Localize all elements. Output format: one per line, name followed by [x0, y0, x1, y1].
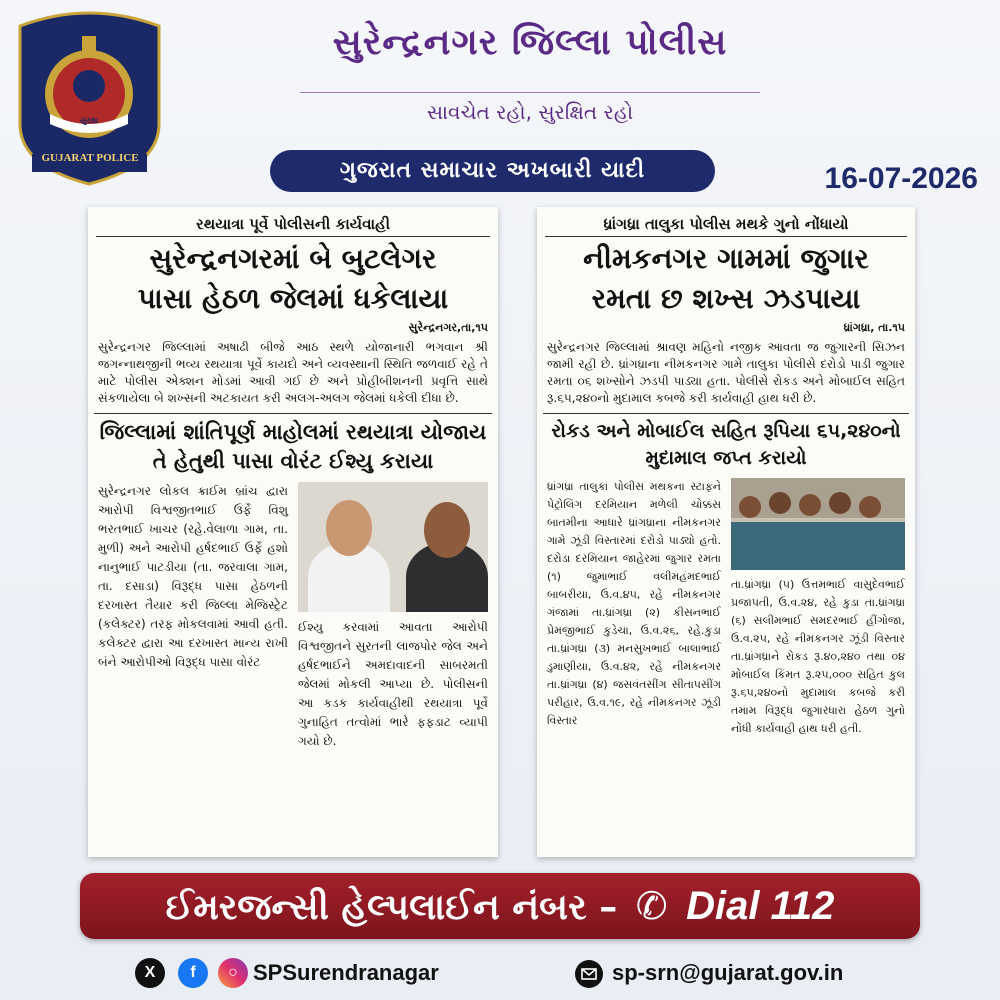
- article-right-headline-1: નીમકનગર ગામમાં જુગાર: [583, 242, 869, 275]
- helpline-label: ઈમરજન્સી હેલ્પલાઈન નંબર –: [165, 887, 618, 928]
- article-left-intro: સુરેન્દ્રનગર જિલ્લામાં અષાઢી બીજે આઠ સ્થળે યોજાનારી ભગવાન શ્રી જગન્નાથજીની ભવ્ય રથયાત્રા પૂર્વે કાયદો અને વ્યવસ્થાની સ્થિતિ જળવાઈ રહે તે માટે પોલીસ એક્શન મોડમાં આવી ગઈ છે અને પ્રોહીબીશનની પ્રવૃત્તિ સાથે સંકળાયેલા બે શખ્સની અટકાયત કરી અલગ-અલગ જેલમાં ધકેલી દીધા છે.: [98, 340, 488, 405]
- article-left-kicker: રથયાત્રા પૂર્વે પોલીસની કાર્યવાહી: [96, 215, 490, 237]
- article-left-headline-1: સુરેન્દ્રનગરમાં બે બુટલેગર: [149, 242, 437, 275]
- instagram-icon[interactable]: ○: [218, 958, 248, 988]
- article-left-subhead: જિલ્લામાં શાંતિપૂર્ણ માહોલમાં રથયાત્રા યોજાય તે હેતુથી પાસા વોરંટ ઈશ્યુ કરાયા: [94, 413, 492, 476]
- mail-icon: [575, 960, 603, 988]
- article-left-dateline: સુરેન્દ્રનગર,તા,૧૫: [408, 321, 488, 334]
- article-right-col-1: ધ્રાંગધ્રા તાલુકા પોલીસ મથકના સ્ટાફને પેટ્રોલિંગ દરમિયાન મળેલી ચોક્કસ બાતમીના આધારે ધ્રાંગધ્રાના નીમકનગર ગામે ઝૂંડી વિસ્તારમાં દરોડો પાડ્યો હતો. દરોડા દરમિયાન જાહેરમાં જુગાર રમતા (૧) જુમાભાઈ વલીમહંમદભાઈ બાબરીયા, ઉ.વ.૪૫, રહે નીમકનગર ગંજામાં તા.ધ્રાંગધ્રા (૨) કીસનભાઈ પ્રેમજીભાઈ કુડેચા, ઉ.વ.૨૬, રહે.કુડા તા.ધ્રાંગધ્રા (૩) મનસુખભાઈ બાલાભાઈ ડુમાણીયા, ઉ.વ.૪૨, રહે નીમકનગર તા.ધ્રાંગધ્રા (૪) જસવંતસીંગ સીતાપસીંગ પરીહાર, ઉ.વ.૧૯, રહે નીમકનગર ઝૂંડી વિસ્તાર: [547, 480, 721, 727]
- article-right-subhead: રોકડ અને મોબાઈલ સહિત રૂપિયા ૬૫,૨૪૦નો મુદામાલ જપ્ત કરાયો: [543, 413, 909, 472]
- facebook-icon[interactable]: f: [178, 958, 208, 988]
- dial-number: Dial 112: [686, 884, 835, 928]
- footer-contact: [0, 950, 1000, 996]
- accused-face-1: [326, 500, 372, 556]
- article-right-kicker: ધ્રાંગધ્રા તાલુકા પોલીસ મથકે ગુનો નોંધાયો: [545, 215, 907, 237]
- social-handle[interactable]: SPSurendranagar: [253, 960, 439, 985]
- article-right-columns: [547, 478, 905, 738]
- article-left-col-1: સુરેન્દ્રનગર લોકલ ક્રાઈમ બ્રાંચ દ્વારા આરોપી વિશ્વજીતભાઈ ઉર્ફે વિશુ ભરતભાઈ ખાચર (રહે.વેલાળા ગામ, તા. મુળી) અને આરોપી હર્ષદભાઈ ઉર્ફે હશો નાનુભાઈ પાટડીયા (તા. જરવાલા ગામ, તા. દસાડા) વિરૂદ્ધ પાસા હેઠળની દરખાસ્ત તૈયાર કરી જિલ્લા મેજિસ્ટ્રેટ (કલેક્ટર) તરફ મોકલવામાં આવી હતી. કલેક્ટર દ્વારા આ દરખાસ્ત માન્ય રાખી બંને આરોપીઓ વિરૂદ્ધ પાસા વોરંટ: [98, 484, 288, 669]
- article-right-col-2-wrap: [731, 478, 905, 738]
- article-left-headline-2: પાસા હેઠળ જેલમાં ધકેલાયા: [137, 282, 449, 315]
- article-right-dateline: ધ્રાંગધ્રા, તા.૧૫: [843, 321, 905, 334]
- tagline-divider: [300, 92, 760, 93]
- article-left-columns: [98, 482, 488, 751]
- article-right-intro: સુરેન્દ્રનગર જિલ્લામાં શ્રાવણ મહિનો નજીક આવતા જ જુગારની સિઝન જામી રહી છે. ધ્રાંગધ્રાના નીમકનગર ગામે તાલુકા પોલીસે દરોડો પાડી જુગાર રમતા ૦૬ શખ્સોને ઝડપી પાડ્યા હતા. પોલીસે રોકડ અને મોબાઈલ સહિત રૂ.૬૫,૨૪૦નો મુદામાલ કબજે કરી કાર્યવાહી હાથ ધરી છે.: [547, 340, 905, 405]
- release-date: 16-07-2026: [824, 162, 978, 195]
- badge-motto: [36, 116, 144, 126]
- x-icon[interactable]: X: [135, 958, 165, 988]
- badge-motto-3: શાંતિ: [128, 116, 144, 125]
- badge-motto-1: સેવા: [36, 116, 50, 125]
- badge-label: GUJARAT POLICE: [41, 152, 139, 164]
- accused-group-photo: [731, 478, 905, 570]
- page-title: સુરેન્દ્રનગર જિલ્લા પોલીસ: [332, 22, 728, 63]
- phone-icon: ✆: [635, 884, 668, 928]
- tagline: સાવચેત રહો, સુરક્ષિત રહો: [426, 100, 634, 124]
- article-left-col-2: ઈશ્યુ કરવામાં આવતા આરોપી વિશ્વજીતને સુરતની લાજપોર જેલ અને હર્ષદભાઈને અમદાવાદની સાબરમતી જેલમાં મોકલી આપ્યા છે. પોલીસની આ કડક કાર્યવાહીથી રથયાત્રા પૂર્વે ગુનાહિત તત્વોમાં ભારે ફફડાટ વ્યાપી ગયો છે.: [298, 620, 488, 748]
- article-left: [88, 207, 498, 857]
- article-right-headline-2: રમતા છ શખ્સ ઝડપાયા: [591, 282, 861, 315]
- accused-photos: [298, 482, 488, 612]
- email-address[interactable]: sp-srn@gujarat.gov.in: [612, 960, 844, 985]
- accused-face-2: [424, 502, 470, 558]
- emergency-helpline-bar: [80, 873, 920, 939]
- article-right: [537, 207, 915, 857]
- badge-motto-2: સુરક્ષા: [79, 116, 99, 125]
- article-right-col-2: તા.ધ્રાંગધ્રા (૫) ઉત્તમભાઈ વાસુદેવભાઈ પ્રજાપતી, ઉ.વ.૨૪, રહે કુડા તા.ધ્રાંગધ્રા (૬) સલીમભાઈ સમદરભાઈ હીંગોજા, ઉ.વ.૨૫, રહે નીમકનગર ઝૂંડી વિસ્તાર તા.ધ્રાંગધ્રાને રોકડ રૂ.૪૦,૨૪૦ તથા ૦૪ મોબાઈલ કિંમત રૂ.૨૫,૦૦૦ સહિત કુલ રૂ.૬૫,૨૪૦નો મુદામાલ કબજે કરી તમામ વિરૂદ્ધ જુગારધારા હેઠળ ગુનો નોંધી કાર્યવાહી હાથ ધરી હતી.: [731, 578, 905, 735]
- news-banner: ગુજરાત સમાચાર અખબારી યાદી: [270, 150, 715, 192]
- article-left-col-2-wrap: [298, 482, 488, 751]
